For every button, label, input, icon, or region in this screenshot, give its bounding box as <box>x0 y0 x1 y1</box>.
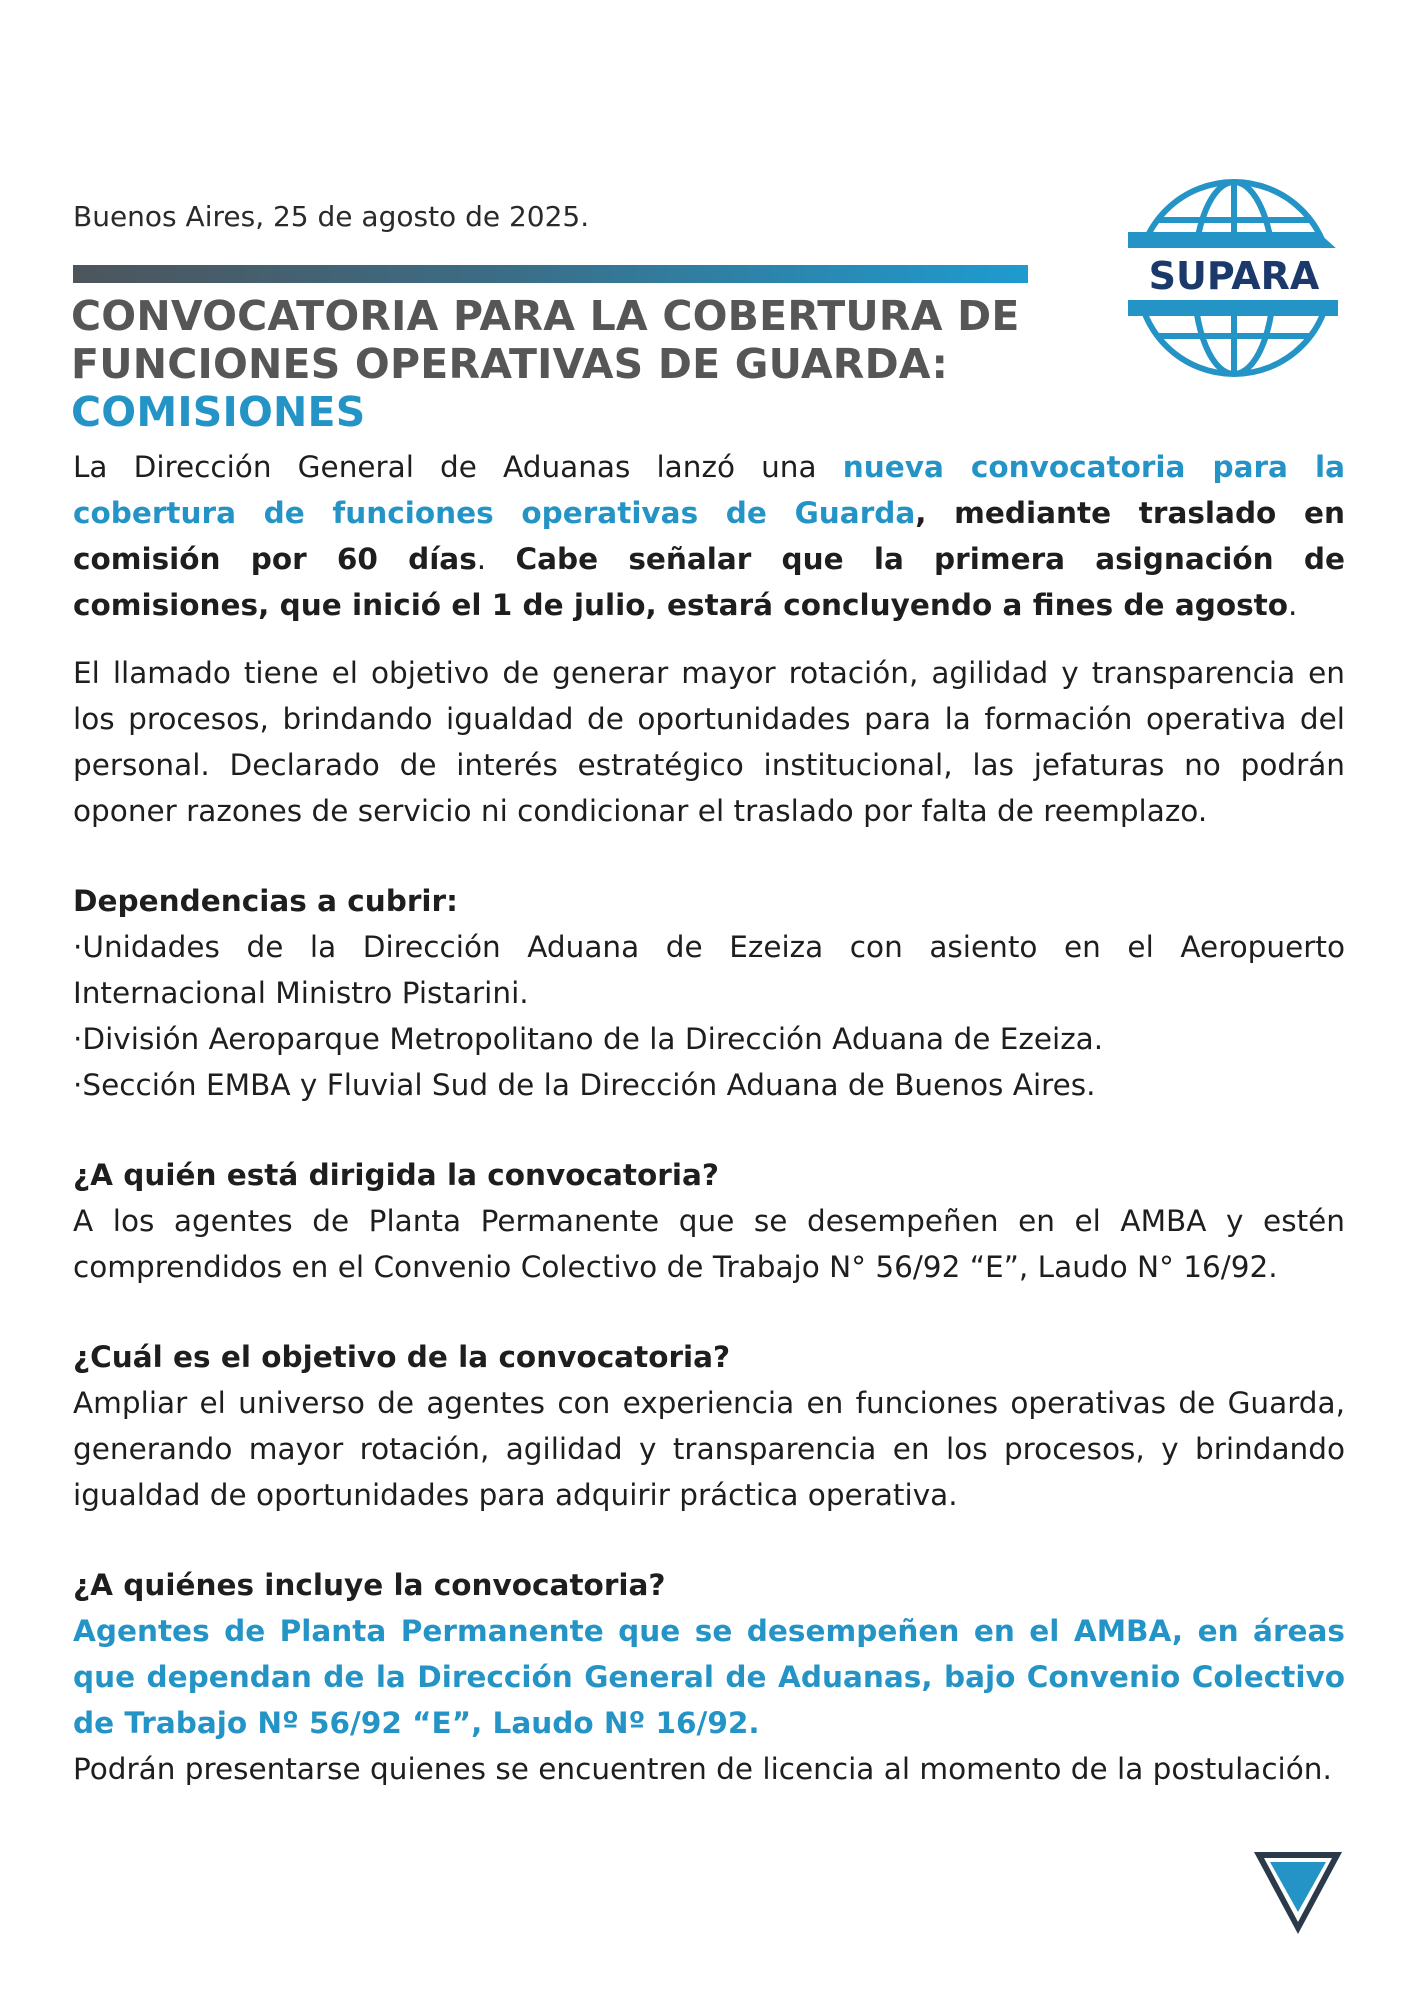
chevron-down-icon[interactable] <box>1252 1850 1344 1936</box>
dependencias-heading: Dependencias a cubrir: <box>73 884 458 918</box>
logo-text: SUPARA <box>1148 254 1320 298</box>
dirigida-heading: ¿A quién está dirigida la convocatoria? <box>73 1158 719 1192</box>
title-line-1: CONVOCATORIA PARA LA COBERTURA DE <box>71 292 1020 340</box>
dependencia-item: ·Sección EMBA y Fluvial Sud de la Dirección Aduana de Buenos Aires. <box>73 1068 1096 1102</box>
intro-bold-note: Cabe señalar que la primera asignación de comisiones, que inició el 1 de julio, estará concluyendo a fines de agosto <box>73 542 1345 622</box>
page-title <box>71 292 1071 436</box>
title-line-2: FUNCIONES OPERATIVAS DE GUARDA: <box>71 340 949 388</box>
intro-bold-text: , mediante traslado en comisión por 60 días <box>73 496 1345 576</box>
document-body <box>73 444 1345 1792</box>
incluye-heading: ¿A quiénes incluye la convocatoria? <box>73 1568 666 1602</box>
convocatoria-link[interactable]: nueva convocatoria para la cobertura de funciones operativas de Guarda <box>73 450 1345 530</box>
intro-end: . <box>1288 588 1298 622</box>
dirigida-text: A los agentes de Planta Permanente que se desempeñen en el AMBA y estén comprendidos en el Convenio Colectivo de Trabajo N° 56/92 “E”, Laudo N° 16/92. <box>73 1204 1345 1284</box>
supara-logo <box>1128 178 1338 378</box>
title-line-3: COMISIONES <box>71 388 366 436</box>
dependencia-item: ·Unidades de la Dirección Aduana de Ezeiza con asiento en el Aeropuerto Internacional Ministro Pistarini. <box>73 930 1345 1010</box>
header-gradient-rule <box>73 265 1028 283</box>
objetivo-text: Ampliar el universo de agentes con experiencia en funciones operativas de Guarda, generando mayor rotación, agilidad y transparencia en los procesos, y brindando igualdad de oportunidades para adquirir práctica operativa. <box>73 1386 1345 1512</box>
incluye-highlight: Agentes de Planta Permanente que se desempeñen en el AMBA, en áreas que dependan de la Dirección General de Aduanas, bajo Convenio Colectivo de Trabajo Nº 56/92 “E”, Laudo Nº 16/92. <box>73 1614 1345 1740</box>
intro-separator: . <box>476 542 516 576</box>
document-date: Buenos Aires, 25 de agosto de 2025. <box>73 200 590 233</box>
objective-paragraph: El llamado tiene el objetivo de generar mayor rotación, agilidad y transparencia en los procesos, brindando igualdad de oportunidades para la formación operativa del personal. Declarado de interés estratégico institucional, las jefaturas no podrán oponer razones de servicio ni condicionar el traslado por falta de reemplazo. <box>73 656 1345 828</box>
intro-text: La Dirección General de Aduanas lanzó una <box>73 450 843 484</box>
intro-paragraph <box>73 444 1345 628</box>
objetivo-heading: ¿Cuál es el objetivo de la convocatoria? <box>73 1340 731 1374</box>
dependencia-item: ·División Aeroparque Metropolitano de la Dirección Aduana de Ezeiza. <box>73 1022 1104 1056</box>
incluye-text: Podrán presentarse quienes se encuentren de licencia al momento de la postulación. <box>73 1752 1332 1786</box>
